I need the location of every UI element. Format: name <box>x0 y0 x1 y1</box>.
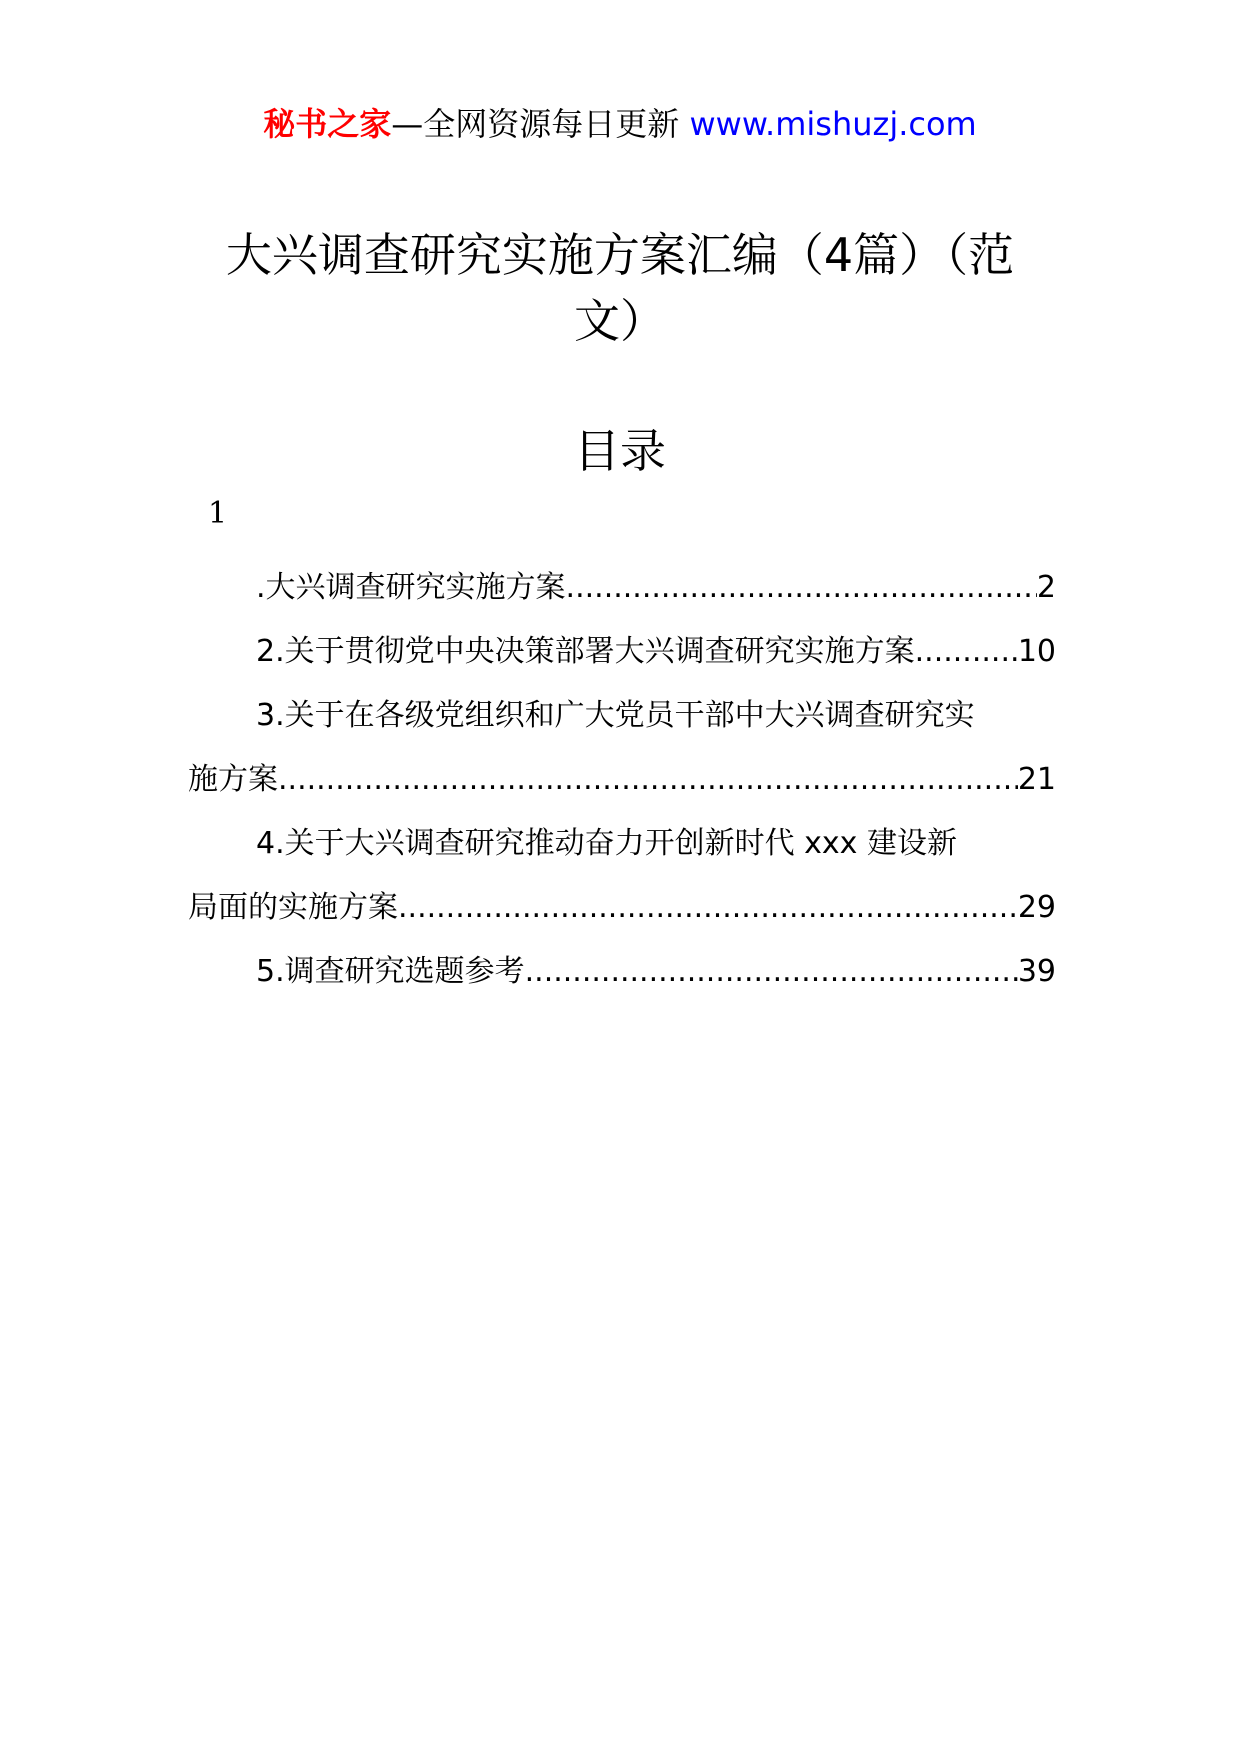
dot-leader <box>278 748 1018 812</box>
toc-entry-page: 10 <box>1017 634 1056 669</box>
toc-entry-page: 39 <box>1017 954 1056 989</box>
title-line-2: 文） <box>574 294 666 348</box>
document-title <box>190 222 1050 354</box>
brand-name: 秘书之家 <box>263 105 392 143</box>
toc-heading: 目录 <box>574 424 666 478</box>
toc-entry-title-line-2: 施方案 <box>188 762 278 797</box>
toc-entry-title: .大兴调查研究实施方案 <box>256 570 566 605</box>
dot-leader <box>398 876 1018 940</box>
site-url[interactable]: www.mishuzj.com <box>689 105 977 143</box>
toc-entry-3[interactable] <box>188 684 1056 812</box>
header-tagline: —全网资源每日更新 <box>391 105 680 143</box>
toc-entry-title: 2.关于贯彻党中央决策部署大兴调查研究实施方案 <box>256 634 915 669</box>
toc-entry-4[interactable] <box>188 812 1056 940</box>
toc-entry-1[interactable] <box>188 556 1056 620</box>
toc-entry-page: 2 <box>1036 570 1056 605</box>
dot-leader <box>915 620 1018 684</box>
toc-entry-page: 21 <box>1017 762 1056 797</box>
toc-entry-title-line-2: 局面的实施方案 <box>188 890 398 925</box>
toc-entry-5[interactable] <box>188 940 1056 1004</box>
dot-leader <box>525 940 1018 1004</box>
site-header <box>0 100 1240 148</box>
toc-entry-title-line-1: 4.关于大兴调查研究推动奋力开创新时代 xxx 建设新 <box>256 826 957 861</box>
table-of-contents <box>188 556 1056 1004</box>
stray-number: 1 <box>208 496 228 531</box>
dot-leader <box>566 556 1037 620</box>
toc-entry-2[interactable] <box>188 620 1056 684</box>
toc-entry-title: 5.调查研究选题参考 <box>256 954 525 989</box>
toc-entry-page: 29 <box>1017 890 1056 925</box>
title-line-1: 大兴调查研究实施方案汇编（4篇）（范 <box>225 228 1015 282</box>
toc-entry-title-line-1: 3.关于在各级党组织和广大党员干部中大兴调查研究实 <box>256 698 975 733</box>
